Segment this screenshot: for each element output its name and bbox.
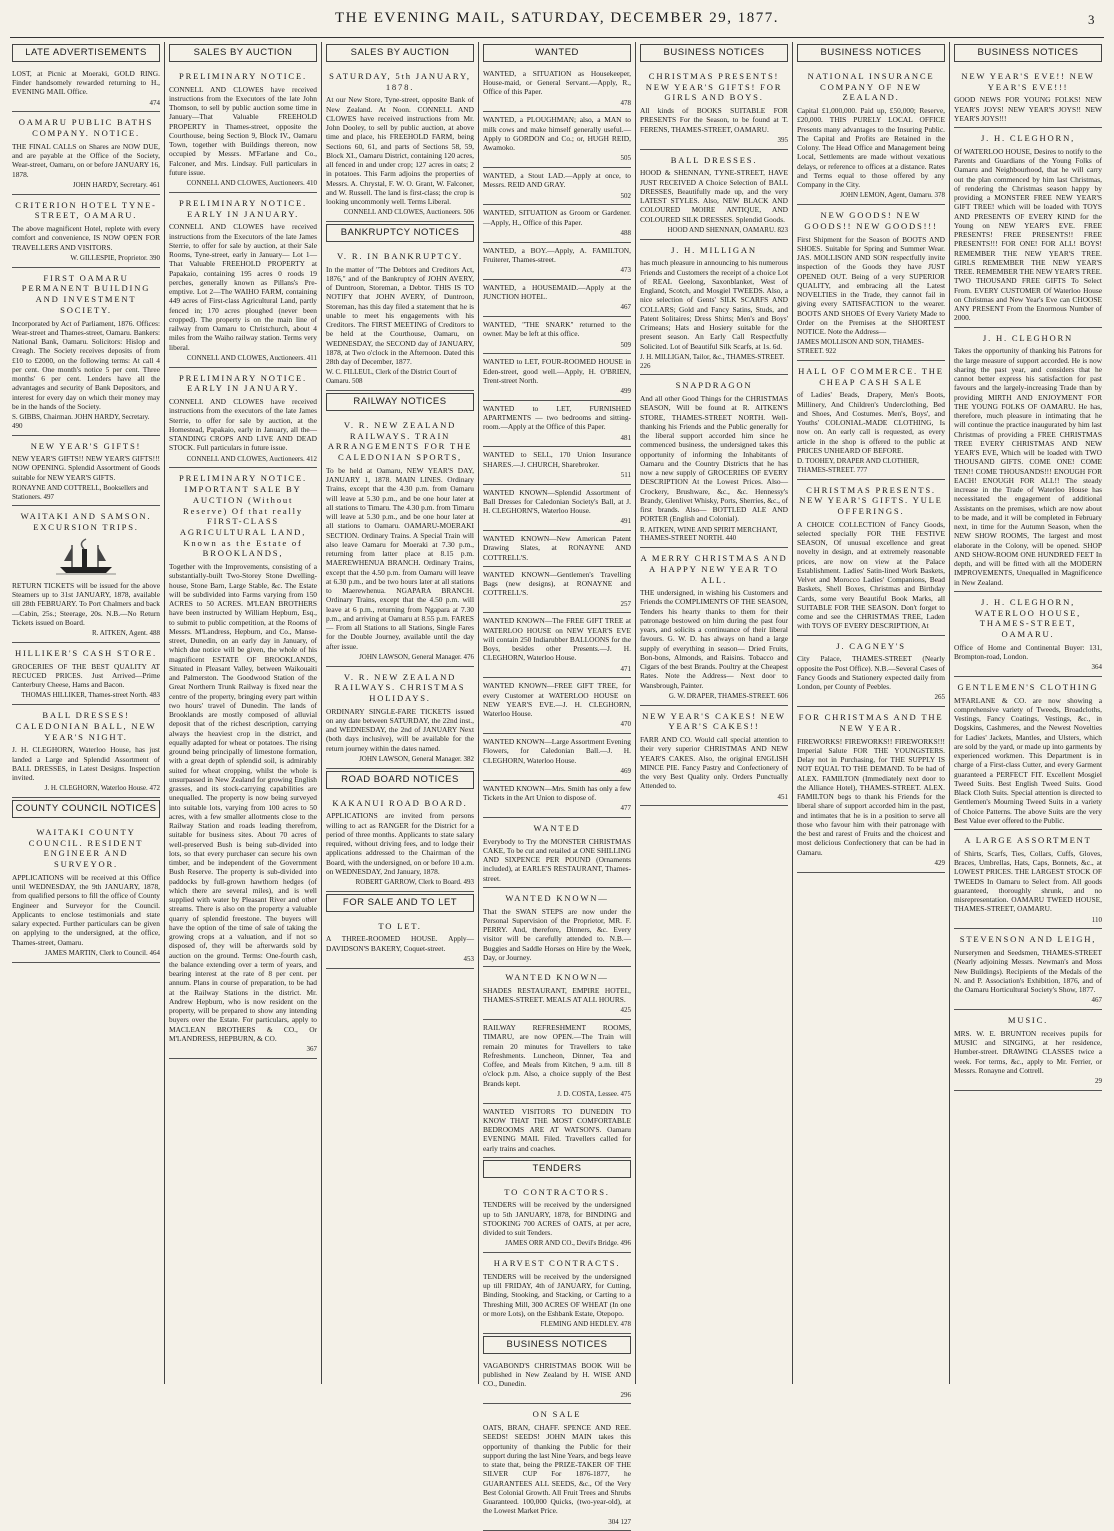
ad-body: TENDERS will be received by the undersigned up till FRIDAY, 4th of JANUARY, for Cutting, Binding, Stooking, and Stacking, or Carting to a Threshing Mill, 300 ACRES OF WHEAT (In one or more Lots), on the Eshbank Estate, Otepopo. — [483, 1271, 631, 1318]
ad-signature: 296 — [620, 1390, 631, 1399]
section-heading: BUSINESS NOTICES — [954, 44, 1102, 62]
ad-title: TO CONTRACTORS. — [504, 1186, 610, 1197]
ad-body: THE FINAL CALLS on Shares are NOW DUE, and are payable at the Office of the Society, Wear-street, Oamaru, on or before JANUARY 16, 1878. — [12, 141, 160, 179]
advertisement — [483, 781, 631, 818]
advertisement — [12, 705, 160, 798]
ad-signature: 429 — [934, 858, 945, 867]
ad-body: TENDERS will be received by the undersigned up to 5th JANUARY, 1878, for BINDING and STOOKING 700 ACRES of OATS, at per acre, divided to suit Tenders. — [483, 1200, 631, 1238]
ad-title: CRITERION HOTEL TYNE-STREET, OAMARU. — [15, 199, 157, 221]
ad-signature: JAMES MOLLISON AND SON, THAMES-STREET. 922 — [797, 338, 924, 356]
masthead — [0, 10, 1114, 36]
ad-signature: CONNELL AND CLOWES, Auctioneers. 412 — [186, 454, 317, 463]
ad-signature: 265 — [934, 693, 945, 702]
page-number: 3 — [1088, 12, 1096, 27]
ad-body: ORDINARY SINGLE-FARE TICKETS issued on any date between SATURDAY, the 22nd inst., and WEDNESDAY, the 2nd of JANUARY Next (both days inclusive), will be available for the return journey within the dates named. — [326, 706, 474, 753]
ad-body: WANTED to SELL, 170 Union Insurance SHARES.—J. CHURCH, Sharebroker. — [483, 450, 631, 469]
ad-body: WANTED, a HOUSEMAID.—Apply at the JUNCTION HOTEL. — [483, 282, 631, 302]
advertisement — [483, 317, 631, 354]
advertisement — [483, 485, 631, 532]
advertisement — [483, 1104, 631, 1158]
ad-body: WANTED, "THE SNARK" returned to the owner. May be left at this office. — [483, 320, 631, 339]
ad-signature: 451 — [777, 792, 788, 801]
ad-title: HILLIKER'S CASH STORE. — [15, 647, 157, 658]
advertisement — [483, 354, 631, 401]
ad-signature: 367 — [306, 1045, 317, 1054]
ad-signature: ROBERT GARROW, Clerk to Board. 493 — [355, 878, 474, 887]
column-3 — [322, 42, 479, 1384]
ad-title: HARVEST CONTRACTS. — [493, 1258, 621, 1269]
ad-body: RAILWAY REFRESHMENT ROOMS, TIMARU, are now OPEN.—The Train will remain 20 minutes for Travellers to take Refreshments. Luncheon, Dinner, Tea and Coffee, and Meals from Kitchen, 9 a.m. till 8 o'clock p.m. Also, a choice supply of the Best Brands kept. — [483, 1023, 631, 1088]
ad-signature: JAMES ORR AND CO., Devil's Bridge. 496 — [505, 1239, 631, 1248]
ad-body: RETURN TICKETS will be issued for the above Steamers up to 31st JANUARY, 1878, available till 28th FEBRUARY. To Port Chalmers and back—Cabin, 25s.; Steerage, 20s. N.B.—No Return Tickets issued on Board. — [12, 580, 160, 627]
section-heading: SALES BY AUCTION — [169, 44, 317, 62]
advertisement — [954, 677, 1102, 830]
ad-title: SATURDAY, 5th JANUARY, 1878. — [329, 70, 471, 92]
ad-signature: JOHN HARDY, Secretary. 461 — [72, 180, 160, 189]
advertisement — [797, 66, 945, 205]
advertisement — [483, 280, 631, 317]
ad-body: THE undersigned, in wishing his Customers and Friends the COMPLIMENTS OF THE SEASON, Tenders his hearty thanks to them for their patronage bestowed on him during the past four years, and solicits a continuance of their liberal favours. G. W. D. has always on hand a large supply of everything in season— Dried Fruits, Bon-bons, Almonds, and Raisins. Tobacco and Cigars of the best Brands. Poultry at the Cheapest Rates. Note the Address— Next door to Wansbrough, Painter. — [640, 588, 788, 690]
ad-signature: 467 — [620, 303, 631, 312]
advertisement — [640, 150, 788, 240]
ad-body: FARR AND CO. Would call special attention to their very superior CHRISTMAS AND NEW YEAR'S CAKES. Also, the original ENGLISH MINCE PIE. Fancy Pastry and Confectionery of the very Best Quality only. Orders Punctually Attended to. — [640, 735, 788, 791]
ad-signature: JAMES MARTIN, Clerk to Council. 464 — [44, 948, 160, 957]
ad-body: That the SWAN STEPS are now under the Personal Supervision of the Proprietor, MR. F. PERRY. And, therefore, Dinners, &c. Every visitor will be carefully attended to. N.B.—Buggies and Saddle Horses on Hire by the Week, Day, or Journey. — [483, 906, 631, 962]
masthead-rule — [10, 37, 1104, 38]
section-heading: RAILWAY NOTICES — [326, 393, 474, 411]
ad-title: GENTLEMEN'S CLOTHING — [957, 682, 1099, 692]
ad-signature: 467 — [1091, 996, 1102, 1005]
advertisement — [169, 468, 317, 1059]
advertisement — [12, 822, 160, 963]
ad-signature: 469 — [620, 766, 631, 775]
ad-body: Office of Home and Continental Buyer: 131, Brompton-road, London. — [954, 642, 1102, 661]
ad-body: WANTED to LET, FOUR-ROOMED HOUSE in Eden-street, good well.—Apply, H. O'BRIEN, Trent-street North. — [483, 357, 631, 385]
ad-signature: 29 — [1095, 1077, 1102, 1086]
ad-body: Takes the opportunity of thanking his Patrons for the large measure of support accorded. He is now sharing the past year, and considers that he cannot better express his satisfaction for past favours and the largely-increasing Trade than by providing MIRTH AND ENJOYMENT FOR THE YOUNG FOLKS OF OAMARU. He has, therefore, much pleasure in intimating that he will continue the practice inaugurated by him last Christmas of providing a FREE CHRISTMAS TREE EVERY CHRISTMAS AND NEW YEAR'S EVE, Which will be loaded with TWO THOUSAND GIFTS. COME ONE! COME TEN!! COME THOUSANDS!!! ENOUGH FOR EACH! ENOUGH FOR ALL!! The steady increase in the Trade of Waterloo House has necessitated the engagement of additional Assistants on the premises, which are now about to be made, and it will be completed in February next, in time for the Autumn Season, when the NEW SHOW ROOMS, The largest and most elaborate in the Colony, will be opened. SHOP AND SHOW-ROOM ONE HUNDRED FEET In depth, and will be fitted with all the MODERN IMPROVEMENTS, Unequalled in Magnificence in New Zealand. — [954, 346, 1102, 587]
advertisement — [954, 929, 1102, 1010]
advertisement — [326, 415, 474, 667]
ad-signature: CONNELL AND CLOWES, Auctioneers. 411 — [186, 353, 317, 362]
ad-signature: W. C. FILLEUL, Clerk of the District Court of Oamaru. 508 — [326, 368, 457, 386]
ad-title: J. H. CLEGHORN, — [980, 133, 1076, 144]
ad-body: Incorporated by Act of Parliament, 1876. Offices: Wear-street and Thames-street, Oamaru. Bankers: National Bank, Oamaru. Solicitors: Hislop and Creagh. The Society receives deposits of from £10 to £2000, on the following terms: At call 4 per cent. One month's notice 5 per cent. Three months' 6 per cent. Lenders have all the advantages and security of Bank Depositors, and interest for every day on which their money may be in the hands of the Society. — [12, 318, 160, 411]
advertisement — [954, 1010, 1102, 1091]
ad-signature: 257 — [620, 599, 631, 608]
ad-signature: 511 — [620, 470, 631, 479]
ad-title: CHRISTMAS PRESENTS. NEW YEAR'S GIFTS. YULE OFFERINGS. — [799, 484, 943, 516]
ad-body: WANTED KNOWN—Large Assortment Evening Flowers, for Caledonian Ball.—J. H. CLEGHORN, Waterloo House. — [483, 737, 631, 765]
advertisement — [483, 967, 631, 1020]
advertisement — [954, 128, 1102, 327]
advertisement — [483, 613, 631, 678]
ad-title: J. CAGNEY'S — [836, 640, 906, 651]
ad-title: FIRST OAMARU PERMANENT BUILDING AND INVESTMENT SOCIETY. — [21, 272, 151, 315]
ad-title: CHRISTMAS PRESENTS! NEW YEAR'S GIFTS! FOR GIRLS AND BOYS. — [645, 70, 783, 103]
ad-body: WANTED, a BOY.—Apply, A. FAMILTON, Fruiterer, Thames-street. — [483, 245, 631, 264]
advertisement — [797, 636, 945, 707]
ad-signature: J. D. COSTA, Lessee. 475 — [557, 1089, 631, 1098]
ad-body: GOOD NEWS FOR YOUNG FOLKS! NEW YEAR'S JOYS! NEW YEAR'S JOYS!! NEW YEAR'S JOYS!!! — [954, 95, 1102, 123]
ad-body: WANTED KNOWN—Gentlemen's Travelling Bags (new designs), at RONAYNE and COTTRELL'S. — [483, 569, 631, 598]
ad-signature: W. GILLESPIE, Proprietor. 390 — [70, 253, 160, 262]
ad-title: MUSIC. — [1007, 1015, 1049, 1026]
advertisement — [640, 706, 788, 807]
ad-signature: 110 — [1091, 915, 1102, 924]
ad-body: GROCERIES OF THE BEST QUALITY AT RECUCED PRICES. Just Arrived—Prime Canterbury Cheese, Hams and Bacon. — [12, 661, 160, 690]
ad-signature: 499 — [620, 387, 631, 396]
advertisement — [326, 667, 474, 769]
ad-body: M'FARLANE & CO. are now showing a comprehensive variety of Tweeds, Broadcloths, Vestings, Fancy Coatings, Vestings, &c., in Dogskins, Cashmeres, and the Newest Novelties for Ladies' Jackets, Mantles, and Ulsters, which are sold by the yard, or made up into garments by experienced workmen. This Department is in charge of a First-class Cutter, and every Garment guaranteed a PERFECT FIT. Excellent Mosgiel Tweed Suits. Best English Tweed Suits. Good Black Cloth Suits. Special attention is directed to Gentlemen's Mourning Tweed Suits in a variety of Choice Patterns. The above Suits are the very Best Value ever offered to the Public. — [954, 695, 1102, 825]
ad-title: PRELIMINARY NOTICE. EARLY IN JANUARY. — [179, 372, 307, 394]
ad-signature: CONNELL AND CLOWES, Auctioneers. 506 — [343, 208, 474, 217]
section-heading: COUNTY COUNCIL NOTICES — [12, 800, 160, 818]
ad-body: J. H. CLEGHORN, Waterloo House, has just landed a Large and Splendid Assortment of BALL DRESSES, in Latest Designs. Inspection invited. — [12, 745, 160, 783]
column-6 — [793, 42, 950, 1384]
advertisement — [12, 66, 160, 113]
ad-signature: 491 — [620, 517, 631, 526]
ad-signature: CONNELL AND CLOWES, Auctioneers. 410 — [186, 179, 317, 188]
ad-body: To be held at Oamaru, NEW YEAR'S DAY, JANUARY 1, 1878. MAIN LINES. Ordinary Trains, except that the 4.30 p.m. from Oamaru will leave at 5.30 p.m., and be one hour later at all stations to Timaru. The 4.30 p.m. from Timaru will leave at 5.30 p.m., and be one hour later at all stations to Oamaru. OAMARU-MOERAKI SECTION. Ordinary Trains. A Special Train will also leave Oamaru for Moeraki at 7.30 p.m., returning from latter place at 8.15 p.m. MAEREWHENUA BRANCH. Ordinary Trains, except that the 4.50 p.m. from Oamaru will leave at 6.30 p.m., and be two hours later at all stations to Maerewhenua. NGAPARA BRANCH. Ordinary Trains, except that the 4.50 p.m. will leave at 6 p.m., returning from Ngapara at 7.30 p.m., and arriving at Oamaru at 8.55 p.m. FARES— From all Stations to all Stations, Single Fares for the Double Journey, available until the day after issue. — [326, 465, 474, 651]
advertisement — [797, 480, 945, 636]
advertisement — [483, 168, 631, 205]
ad-title: NEW GOODS! NEW GOODS!! NEW GOODS!!! — [804, 210, 938, 231]
ad-signature: 478 — [620, 98, 631, 107]
advertisement — [12, 112, 160, 194]
ad-body: Of WATERLOO HOUSE, Desires to notify to the Parents and Guardians of the Young Folks of Oamaru and Neighbourhood, that he will carry out the plan commenced by him last Christmas, of rendering the Christmas season happy by providing a MONSTER FREE NEW YEAR'S GIFT TREE! which will be loaded with TOYS AND PRESENTS OF EVERY KIND for the Young on NEW YEAR'S EVE. FREE PRESENTS! FREE PRESENTS!! FREE PRESENTS!!! FOR ONE! FOR ALL! BOYS! REMEMBER THE NEW YEAR'S TREE. GIRLS REMEMBER THE NEW YEAR'S TREE. REMEMBER THE NEW YEAR'S TREE. TWO THOUSAND FREE GIFTS To Select From. EVERY CUSTOMER Of Waterloo House on Christmas and New Year's Eve can CHOOSE ANY PRESENT From the Enormous Number of 2000. — [954, 146, 1102, 323]
ad-title: PRELIMINARY NOTICE. EARLY IN JANUARY. — [179, 197, 307, 219]
ad-signature: 304 127 — [608, 1517, 631, 1526]
ad-title: PRELIMINARY NOTICE. — [179, 70, 307, 81]
advertisement — [640, 375, 788, 548]
advertisement — [954, 66, 1102, 128]
column-5 — [636, 42, 793, 1384]
advertisement — [483, 205, 631, 242]
advertisement — [640, 66, 788, 150]
advertisement — [954, 328, 1102, 592]
ad-title: BALL DRESSES. — [670, 154, 758, 165]
ad-signature: D. TOOHEY, DRAPER AND CLOTHIER, THAMES-STREET. 777 — [797, 457, 919, 474]
ad-title: J. H. MILLIGAN — [671, 244, 757, 255]
ad-body: CONNELL AND CLOWES have received instructions from the Executors of the late James Sterrie, to offer for sale by auction, at their Sale Rooms, Tyne-street, early in January— Lot 1—That Valuable FREEHOLD PROPERTY at Papakaio, containing 195 acres 0 roods 19 perches, generally known as Pillans's Pre-emptive. Lot 2—The WAIHO FARM, containing 449 acres of First-class Agricultural Land, partly fenced in; 170 acres ploughed (never been cropped). The property is on the main line of railway from Oamaru to Christchurch, about 4 miles from the Waiho railway station. Terms very liberal. — [169, 222, 317, 352]
advertisement — [483, 567, 631, 614]
ad-body: FIREWORKS! FIREWORKS!! FIREWORKS!!! Imperial Salute FOR THE YOUNGSTERS. Delay not in Purchasing, for THE SUPPLY IS NOT EQUAL TO THE DEMAND. To be had of ALEX. FAMILTON (Immediately next door to the Alliance Hotel), THAMES-STREET. ALEX. FAMILTON begs to thank his Friends for the liberal share of support accorded him in the past, and intimates that he is in a position to serve all those who favour him with their patronage with the best and rarest of Fruits and the choicest and most delicious Confectionery that can be had in Oamaru. — [797, 736, 945, 857]
section-heading: SALES BY AUCTION — [326, 44, 474, 62]
ad-body: has much pleasure in announcing to his numerous Friends and Customers the receipt of a choice Lot of REAL Geelong, Saxonblanket, West of England, Scotch, and Mosgiel TWEEDS. Also, a nice selection of Gents' SILK SCARFS AND COLLARS; Gold and Fancy Satins, Studs, and Patent Solitaires; Dress Shirts; Men's and Boys' Crimeans; Hats and Hosiery suitable for the present season. An Early Call Respectfully Solicited. Lot of Beautiful Silk Scarfs, at 1s. 6d. — [640, 258, 788, 351]
ad-signature: 470 — [620, 720, 631, 729]
ad-title: V. R. NEW ZEALAND RAILWAYS. TRAIN ARRANGEMENTS FOR THE CALEDONIAN SPORTS, — [327, 419, 473, 463]
ad-title: WANTED — [533, 822, 581, 833]
ad-signature: THOMAS HILLIKER, Thames-street North. 483 — [21, 691, 160, 700]
ad-title: OAMARU PUBLIC BATHS COMPANY. NOTICE. — [18, 117, 154, 139]
ad-body: The above magnificent Hotel, replete with every comfort and convenience, IS NOW OPEN FOR TRAVELLERS AND VISITORS. — [12, 224, 160, 252]
advertisement — [954, 592, 1102, 677]
ad-title: WAITAKI AND SAMSON. EXCURSION TRIPS. — [20, 511, 152, 533]
ad-title: NEW YEAR'S GIFTS! — [30, 440, 142, 451]
ad-title: TO LET. — [378, 920, 422, 931]
column-1 — [8, 42, 165, 1384]
newspaper-columns — [8, 42, 1106, 1526]
ad-title: WANTED KNOWN— — [505, 972, 609, 983]
steamship-icon — [56, 537, 116, 577]
advertisement — [12, 506, 160, 642]
ad-title: J. H. CLEGHORN, WATERLOO HOUSE, THAMES-STREET, OAMARU. — [974, 596, 1082, 640]
ad-title: BALL DRESSES! CALEDONIAN BALL, NEW YEAR'S NIGHT. — [15, 710, 157, 742]
ad-signature: 425 — [620, 1006, 631, 1015]
advertisement — [483, 818, 631, 888]
advertisement — [12, 195, 160, 268]
ad-signature: J. H. MILLIGAN, Tailor, &c., THAMES-STREET. 226 — [640, 352, 785, 370]
ad-signature: G. W. DRAPER, THAMES-STREET. 606 — [668, 691, 788, 700]
advertisement — [483, 734, 631, 781]
ad-title: FOR CHRISTMAS AND THE NEW YEAR. — [798, 712, 944, 733]
advertisement — [483, 1358, 631, 1405]
column-7 — [950, 42, 1106, 1384]
ad-signature: 474 — [149, 98, 160, 107]
ad-body: of Shirts, Scarfs, Ties, Collars, Cuffs, Gloves, Braces, Umbrellas, Hats, Caps, Bonnets, &c., at LOWEST PRICES. THE LARGEST STOCK OF TWEEDS In Oamaru to Select from. All goods guaranteed, thoroughly shrunk, and no misrepresentation. OAMARU TWEED HOUSE, THAMES-STREET, OAMARU. — [954, 848, 1102, 914]
ad-signature: FLEMING AND HEDLEY. 478 — [540, 1320, 631, 1329]
section-heading: BUSINESS NOTICES — [640, 44, 788, 62]
ad-signature: 481 — [620, 433, 631, 442]
ad-body: A THREE-ROOMED HOUSE. Apply— DAVIDSON'S BAKERY, Coquet-street. — [326, 934, 474, 953]
advertisement — [12, 436, 160, 507]
ad-body: Nurserymen and Seedsmen, THAMES-STREET (Nearly adjoining Messrs. Newman's and Moss New Buildings). Recipients of the Medals of the N. and P. Association's Exhibition, 1876, and of the Oamaru Horticultural Society's Show, 1877. — [954, 948, 1102, 995]
advertisement — [326, 916, 474, 969]
ad-signature: J. H. CLEGHORN, Waterloo House. 472 — [44, 784, 160, 793]
column-4 — [479, 42, 636, 1526]
ad-body: A CHOICE COLLECTION of Fancy Goods, selected specially FOR THE FESTIVE SEASON, Of unusual excellence and great novelty in design, and at extremely reasonable prices, are now on view at the Palace Establishment. Ladies' Satin-lined Work Baskets, Velvet and Morocco Ladies' Companions, Bead Baskets, Shell Boxes, Christmas and Birthday Cards, some very Beautiful Book Marks, all SUITABLE FOR THE SEASON. Don't forget to come and see the CHRISTMAS TREE, Laden with TOYS OF EVERY DESCRIPTION, At — [797, 519, 945, 631]
advertisement — [483, 1253, 631, 1334]
ad-body: At our New Store, Tyne-street, opposite Bank of New Zealand. At Noon. CONNELL AND CLOWES have received instructions from Mr. John Dooley, to sell by public auction, at above time and place, his FREEHOLD FARM, being Sections 60, 61, and parts of Sections 58, 59, Block XI., Oamaru District, containing 120 acres, all fenced in and under crop; 127 acres in oats; 2 in potatoes. This Farm adjoins the properties of Messrs. A. Chrystal, F. W. O. Grant, W. Falconer, and W. Russell. The land is first-class; the crop is looking uncommonly well. Terms Liberal. — [326, 95, 474, 207]
ad-body: WANTED KNOWN—Splendid Assortment of Ball Dresses for Caledonian Society's Ball, at J. H. CLEGHORN'S, Waterloo House. — [483, 487, 631, 516]
ad-title: PRELIMINARY NOTICE. IMPORTANT SALE BY AUCTION (Without Reserve) Of that really FIRST-CLASS AGRICULTURAL LAND, Known as the Estate of BROOKLANDS, — [179, 473, 307, 559]
ad-body: WANTED, a PLOUGHMAN; also, a MAN to milk cows and make himself generally useful.—Apply to GORDON and Co.; or, HUGH REID, Awamoko. — [483, 115, 631, 153]
ad-body: In the matter of "The Debtors and Creditors Act, 1876," and of the Bankruptcy of JOHN AVERY, of Duntroon, Storeman, a Debtor. THIS IS TO NOTIFY that JOHN AVERY, of Duntroon, Storeman, has this day filed a statement that he is unable to meet his engagements with his Creditors. The FIRST MEETING of Creditors to be held at the Courthouse, Oamaru, on WEDNESDAY, the SECOND day of JANUARY, 1878, at Two o'clock in the Afternoon. Dated this 28th day of December, 1877. — [326, 264, 474, 367]
masthead-title: THE EVENING MAIL, SATURDAY, DECEMBER 29, 1877. — [334, 10, 779, 26]
ad-body: MRS. W. E. BRUNTON receives pupils for MUSIC and SINGING, at her residence, Humber-street. DRAWING CLASSES twice a week. For terms, &c., apply to Mr. Ferrier, or Messrs. Ronayne and Cottrell. — [954, 1028, 1102, 1075]
advertisement — [169, 66, 317, 193]
ad-body: HOOD & SHENNAN, TYNE-STREET, HAVE JUST RECEIVED A Choice Selection of BALL DRESSES, Beautifully made up, and the very LATEST STYLES. Also, NEW BLACK AND COLOURED MOIRE ANTIQUE, AND COLOURED SILK DRESSES. Splendid Goods. — [640, 168, 788, 224]
ad-body: VAGABOND'S CHRISTMAS BOOK Will be published in New Zealand by H. WISE AND CO., Dunedin. — [483, 1360, 631, 1389]
advertisement — [483, 447, 631, 484]
advertisement — [483, 112, 631, 168]
ad-signature: 473 — [620, 266, 631, 275]
ad-title: SNAPDRAGON — [675, 380, 753, 391]
ad-title: NEW YEAR'S CAKES! NEW YEAR'S CAKES!! — [642, 710, 786, 732]
ad-signature: S. GIBBS, Chairman. JOHN HARDY, Secretary. 490 — [12, 413, 150, 430]
ad-title: STEVENSON AND LEIGH, — [959, 934, 1097, 945]
section-heading: WANTED — [483, 44, 631, 62]
ad-signature: 453 — [463, 954, 474, 963]
advertisement — [326, 793, 474, 892]
section-heading: ROAD BOARD NOTICES — [326, 771, 474, 789]
advertisement — [326, 66, 474, 222]
advertisement — [483, 243, 631, 280]
advertisement — [797, 361, 945, 480]
ad-body: And all other Good Things for the CHRISTMAS SEASON, Will be found at R. AITKEN'S STORE, THAMES-STREET NORTH. Well-thanking his Friends and the Public generally for the liberal support accorded him since he commenced business, the undersigned takes this opportunity of informing the Inhabitants of Oamaru and the Country Districts that he has now a new supply of GROCERIES OF EVERY DESCRIPTION At the Lowest Prices. Also— Crockery, Brushware, &c., &c. Hennessy's Brandy, Glenlivet Whisky, Ports, Sherries, &c., of first brands. Also— BOTTLED ALE AND PORTER (English and Colonial). — [640, 394, 788, 524]
section-heading: LATE ADVERTISEMENTS — [12, 44, 160, 62]
advertisement — [483, 1020, 631, 1104]
ad-body: WANTED VISITORS TO DUNEDIN TO KNOW THAT THE MOST COMFORTABLE BEDROOMS ARE AT WATSON'S. Oamaru EVENING MAIL Filed. Travellers called for early trains and coaches. — [483, 1106, 631, 1153]
advertisement — [12, 643, 160, 705]
ad-body: First Shipment for the Season of BOOTS AND SHOES. Suitable for Spring and Summer Wear. JAS. MOLLISON AND SON respectfully invite inspection of the Goods they have JUST OPENED OUT. Being of a very SUPERIOR QUALITY, and embracing all the Latest NOVELTIES in the Trade, they cannot fail in giving every SATISFACTION to the wearer. BOOTS AND SHOES Of Every Variety Made to Order on the Premises at the SHORTEST NOTICE. Note the Address— — [797, 234, 945, 337]
advertisement — [169, 193, 317, 368]
ad-body: LOST, at Picnic at Moeraki, GOLD RING. Finder handsomely rewarded returning to H., EVENING MAIL Office. — [12, 68, 160, 97]
ad-title: KAKANUI ROAD BOARD. — [332, 797, 468, 808]
section-heading: BUSINESS NOTICES — [483, 1336, 631, 1354]
ad-title: J. H. CLEGHORN — [982, 332, 1074, 343]
advertisement — [797, 707, 945, 872]
ad-body: of Ladies' Beads, Drapery, Men's Boots, Millinery, And Children's Underclothing, Bed and Shoes, And Costumes. Men's, Boys', and Youths' COLONIAL-MADE CLOTHING, Is now on. An early call is requested, as every article in the shop is offered to the public at PRICES UNHEARD OF BEFORE. — [797, 390, 945, 455]
ad-body: WANTED to LET, FURNISHED APARTMENTS — two bedrooms and sitting-room.—Apply at the Office of this Paper. — [483, 403, 631, 432]
ad-signature: RONAYNE AND COTTRELL, Booksellers and Stationers. 497 — [12, 483, 149, 501]
ad-signature: 395 — [777, 135, 788, 144]
ad-signature: 502 — [620, 191, 631, 200]
ad-body: City Palace, THAMES-STREET (Nearly opposite the Post Office). N.B.—Several Cases of Fancy Goods and Stationery expected daily from London, per County of Peebles. — [797, 654, 945, 692]
ad-signature: HOOD AND SHENNAN, OAMARU. 823 — [667, 225, 788, 234]
advertisement — [326, 246, 474, 391]
column-2 — [165, 42, 322, 1384]
ad-body: WANTED KNOWN—FREE GIFT TREE, for every Customer at WATERLOO HOUSE on NEW YEAR'S EVE.—J. H. CLEGHORN, Waterloo House. — [483, 681, 631, 719]
ad-body: SHADES RESTAURANT, EMPIRE HOTEL, THAMES-STREET. MEALS AT ALL HOURS. — [483, 985, 631, 1005]
advertisement — [483, 888, 631, 967]
ad-body: CONNELL AND CLOWES have received instructions from the Executors of the late John Thomson, to sell by public auction some time in January—That Valuable FREEHOLD PROPERTY in Thames-street, opposite the Courthouse, being Section 9, Block IV., Oamaru Town, together with Buildings thereon, now occupied by Messrs. M'Farlane and Co., Falconer, and Mrs. Lindsay. Full particulars in future issue. — [169, 84, 317, 177]
advertisement — [797, 205, 945, 361]
ad-signature: R. AITKEN, WINE AND SPIRIT MERCHANT, THAMES-STREET NORTH. 440 — [640, 525, 778, 543]
ad-signature: R. AITKEN, Agent. 488 — [91, 629, 160, 638]
ad-title: A LARGE ASSORTMENT — [964, 835, 1092, 846]
ad-signature: 471 — [620, 664, 631, 673]
ad-title: HALL OF COMMERCE. THE CHEAP CASH SALE — [798, 365, 944, 387]
ad-signature: JOHN LEMON, Agent, Oamaru. 378 — [840, 191, 945, 200]
ad-body: Capital £1,000,000. Paid up, £50,000; Reserve, £20,000. THIS PURELY LOCAL OFFICE Presents many advantages to the Insuring Public. The Capital and Profits are Retained in the Colony. The Head Office and Management being Local, Settlements are made without vexatious delays, or reference to offices at a distance. Rates and Terms equal to those offered by any Company in the City. — [797, 106, 945, 190]
advertisement — [483, 678, 631, 734]
ad-title: V. R. NEW ZEALAND RAILWAYS. CHRISTMAS HOLIDAYS. — [334, 671, 466, 703]
ad-title: WANTED KNOWN— — [505, 892, 609, 903]
ad-body: WANTED KNOWN—New American Patent Drawing Slates, at RONAYNE AND COTTRELL'S. — [483, 534, 631, 562]
section-heading: BANKRUPTCY NOTICES — [326, 224, 474, 242]
ad-body: APPLICATIONS will be received at this Office until WEDNESDAY, the 9th JANUARY, 1878, from qualified persons to fill the office of County Engineer and Surveyor for the Council. Applicants to enclose testimonials and state salary expected. Further particulars can be given on applying to the undersigned, at the office, Thames-street, Oamaru. — [12, 872, 160, 947]
advertisement — [483, 531, 631, 567]
ad-body: WANTED, a SITUATION as Housekeeper, House-maid, or General Servant.—Apply, R., Office of this Paper. — [483, 68, 631, 97]
advertisement — [640, 548, 788, 706]
ad-body: APPLICATIONS are invited from persons willing to act as RANGER for the District for a period of three months. Applicants to state salary required, without driving fees, and to lodge their applications addressed to the Chairman of the Board, with the undersigned, on or before 10 a.m. on WEDNESDAY, 2nd January, 1878. — [326, 811, 474, 876]
ad-body: WANTED, a Stout LAD.—Apply at once, to Messrs. REID AND GRAY. — [483, 171, 631, 190]
advertisement — [169, 368, 317, 469]
ad-body: WANTED, SITUATION as Groom or Gardener.—Apply, H., Office of this Paper. — [483, 208, 631, 227]
ad-signature: 477 — [620, 804, 631, 813]
advertisement — [483, 1182, 631, 1253]
ad-body: OATS, BRAN, CHAFF. SPENCE AND REE. SEEDS! SEEDS! JOHN MAIN takes this opportunity of thanking the Public for their support during the last Nine Years, and begs leave to state that, being the PRIZE-TAKER OF THE SILVER CUP For 1876-1877, he GUARANTEES ALL SEEDS, &c., Of the Very Best Colonial Growth. All Fruit Trees and Shrubs Guaranteed. 100,000 Quicks, (two-year-old), at the Lowest Market Price. — [483, 1423, 631, 1516]
advertisement — [483, 401, 631, 448]
section-heading: TENDERS — [483, 1160, 631, 1178]
ad-body: Everybody to Try the MONSTER CHRISTMAS CAKE, To be cut and retailed at ONE SHILLING AND SIXPENCE PER POUND (Ornaments included), at EARLE'S RESTAURANT, Thames-street. — [483, 836, 631, 883]
ad-body: NEW YEAR'S GIFTS!! NEW YEAR'S GIFTS!!! NOW OPENING. Splendid Assortment of Goods suitable for NEW YEAR'S GIFTS. — [12, 454, 160, 482]
advertisement — [483, 1404, 631, 1531]
ad-signature: 509 — [620, 340, 631, 349]
ad-signature: 488 — [620, 228, 631, 237]
ad-body: WANTED KNOWN—The FREE GIFT TREE at WATERLOO HOUSE on NEW YEAR'S EVE will contain 250 Indiarubber BALLOONS for the Boys, besides other Presents.—J. H. CLEGHORN, Waterloo House. — [483, 616, 631, 663]
ad-signature: 505 — [620, 154, 631, 163]
advertisement — [483, 66, 631, 113]
section-heading: BUSINESS NOTICES — [797, 44, 945, 62]
ad-body: Together with the Improvements, consisting of a substantially-built Two-Storey Stone Dwelling-house, Stone Barn, Large Stable, &c. The Estate will be subdivided into Farms varying from 150 ACRES to 50 ACRES. M'LEAN BROTHERS have been instructed by William Hepburn, Esq., to submit to public competition, at the Rooms of Messrs. M'Landress, Hepburn, and Co., Manse-street, Dunedin, on an early day in January, of which due notice will be given, the whole of his magnificent ESTATE OF BROOKLANDS, Situated in Pleasant Valley, between Waikouaiti and Palmerston. The Goodwood Station of the Great Northern Trunk Railway is fixed near the centre of the property, bringing every part within two hours' travel of Dunedin. The lands of Brooklands are mostly composed of alluvial deposit that of the richest description, carrying always the heaviest crop in the district, and equally adapted for wheat or potatoes. The rising ground being principally of limestone formation, with a great depth of splendid soil, is admirably suited for wheat cropping, whilst the whole is unsurpassed in New Zealand for growing English grasses, and its stock-carrying capabilities are unequalled. The property is now being surveyed into suitable lots, varying from 100 acres to 50 acres, with a few smaller allotments close to the Railway Station and roads leading therefrom, suitable for business sites. About 70 acres of well-preserved Bush is being sub-divided into lots, so that every purchaser can secure his own timber, and be independent of the Government Bush Reserve. The property is sub-divided into paddocks by full-grown hawthorn hedges (of which there are several miles), and is well supplied with water by Pleasant River and other streams. There is also on the property a valuable quarry of splendid freestone. The buyers will have the option of the time of sale of taking the growing crops at a valuation, and if not so disposed of, they will be afterwards sold by auction on the ground. Terms: One-fourth cash, the balance extending over a term of years, and bearing interest at the rate of 8 per cent. per annum. Plans in course of preparation, to be had at the Railway Stations in the district. Mr. Andrew Hepburn, who is now resident on the property, will be prepared to show any intending buyers over the Estate. For particulars, apply to MACLEAN BROTHERS & CO., Or M'LANDRESS, HEPBURN, & CO. — [169, 562, 317, 1043]
advertisement — [640, 240, 788, 376]
ad-signature: JOHN LAWSON, General Manager. 476 — [359, 652, 474, 661]
advertisement — [12, 268, 160, 436]
ad-body: CONNELL AND CLOWES have received instructions from the executors of the late James Sterrie, to offer for sale by auction, at the Homestead, Papakaio, early in January, all the— STANDING CROPS AND LIVE AND DEAD STOCK. Full particulars in future issue. — [169, 397, 317, 453]
section-heading: FOR SALE AND TO LET — [326, 894, 474, 912]
ad-body: All kinds of BOOKS SUITABLE FOR PRESENTS For the Season, to be found at T. FERENS, THAMES-STREET, OAMARU. — [640, 106, 788, 134]
ad-body: WANTED KNOWN—Mrs. Smith has only a few Tickets in the Art Union to dispose of. — [483, 783, 631, 802]
ad-title: NEW YEAR'S EVE!! NEW YEAR'S EVE!!! — [961, 70, 1095, 92]
ad-signature: 364 — [1091, 663, 1102, 672]
ad-signature: JOHN LAWSON, General Manager. 382 — [359, 754, 474, 763]
ad-title: NATIONAL INSURANCE COMPANY OF NEW ZEALAND. — [807, 70, 935, 103]
ad-title: ON SALE — [532, 1409, 582, 1420]
ad-title: V. R. IN BANKRUPTCY. — [337, 250, 463, 261]
advertisement — [954, 830, 1102, 929]
ad-title: A MERRY CHRISTMAS AND A HAPPY NEW YEAR TO ALL. — [640, 553, 788, 585]
ad-title: WAITAKI COUNTY COUNCIL. RESIDENT ENGINEER AND SURVEYOR. — [28, 827, 144, 870]
